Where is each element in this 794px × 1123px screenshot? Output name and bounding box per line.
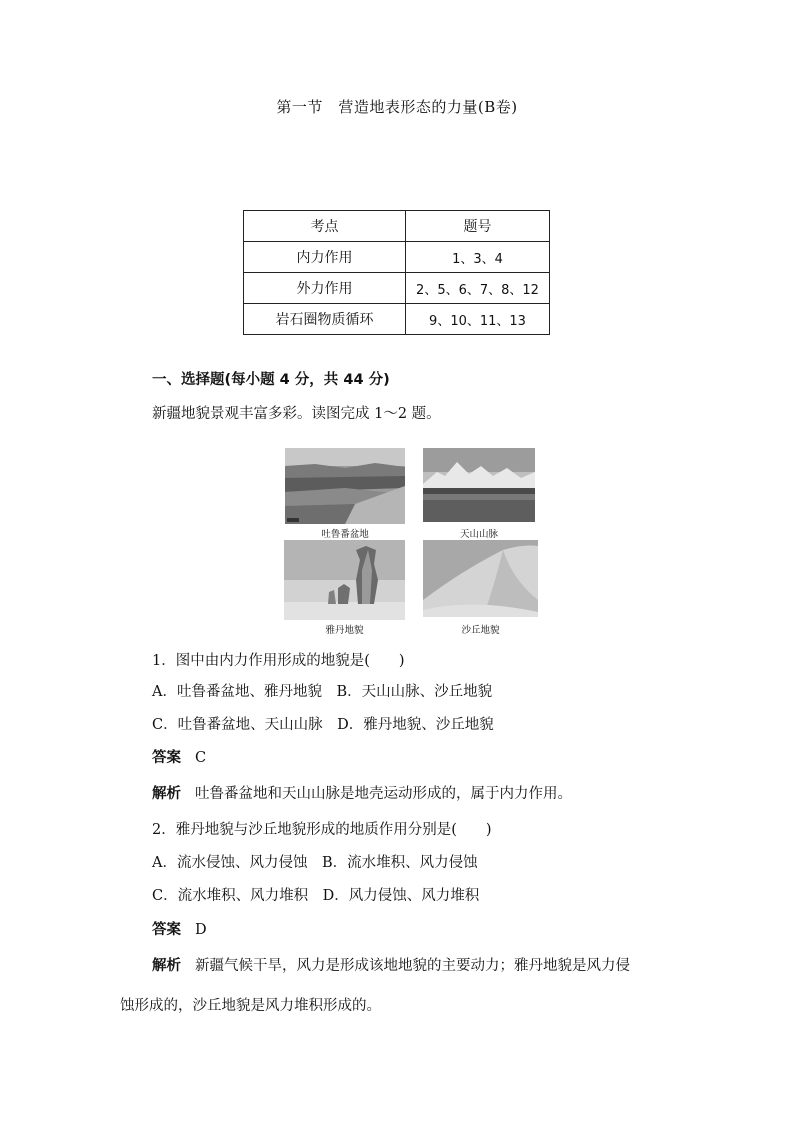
caption-tianshan: 天山山脉 bbox=[459, 529, 498, 540]
turpan-basin-photo bbox=[285, 448, 405, 524]
q2-options-cd: C．流水堆积、风力堆积 D．风力侵蚀、风力堆积 bbox=[152, 888, 480, 904]
intro-text: 新疆地貌景观丰富多彩。读图完成 1～2 题。 bbox=[152, 406, 441, 422]
table-cell-nums: 2、5、6、7、8、12 bbox=[406, 273, 550, 304]
yardang-landform-photo bbox=[284, 540, 405, 620]
topic-table bbox=[243, 210, 550, 335]
answer-label: 答案 bbox=[152, 750, 181, 766]
q2-stem: 2．雅丹地貌与沙丘地貌形成的地质作用分别是( ) bbox=[152, 822, 492, 838]
q1-answer bbox=[152, 746, 206, 767]
section-heading: 一、选择题(每小题 4 分，共 44 分) bbox=[152, 372, 390, 388]
q1-options-cd: C．吐鲁番盆地、天山山脉 D．雅丹地貌、沙丘地貌 bbox=[152, 717, 494, 733]
q2-options-ab: A．流水侵蚀、风力侵蚀 B．流水堆积、风力侵蚀 bbox=[152, 855, 478, 871]
answer-value: D bbox=[195, 922, 207, 938]
page-title: 第一节 营造地表形态的力量(B卷) bbox=[276, 98, 518, 116]
q2-analysis bbox=[152, 954, 630, 975]
table-cell-topic: 岩石圈物质循环 bbox=[244, 304, 406, 335]
q1-options-ab: A．吐鲁番盆地、雅丹地貌 B．天山山脉、沙丘地貌 bbox=[152, 684, 493, 700]
table-header-row bbox=[244, 211, 550, 242]
answer-value: C bbox=[195, 750, 207, 766]
table-row bbox=[244, 242, 550, 273]
landscape-figure bbox=[282, 444, 542, 638]
analysis-label: 解析 bbox=[152, 958, 181, 974]
table-cell-topic: 外力作用 bbox=[244, 273, 406, 304]
table-cell-topic: 内力作用 bbox=[244, 242, 406, 273]
q2-answer bbox=[152, 918, 207, 939]
q1-analysis bbox=[152, 782, 572, 803]
answer-label: 答案 bbox=[152, 922, 181, 938]
caption-turpan: 吐鲁番盆地 bbox=[321, 529, 369, 540]
caption-dune: 沙丘地貌 bbox=[461, 625, 500, 636]
table-header-topic: 考点 bbox=[244, 211, 406, 242]
table-cell-nums: 1、3、4 bbox=[406, 242, 550, 273]
q1-stem: 1．图中由内力作用形成的地貌是( ) bbox=[152, 653, 405, 669]
table-row bbox=[244, 273, 550, 304]
q2-analysis-line2: 蚀形成的，沙丘地貌是风力堆积形成的。 bbox=[120, 998, 381, 1014]
table-row bbox=[244, 304, 550, 335]
analysis-label: 解析 bbox=[152, 786, 181, 802]
analysis-text: 吐鲁番盆地和天山山脉是地壳运动形成的，属于内力作用。 bbox=[195, 786, 572, 802]
sand-dune-photo bbox=[423, 540, 538, 617]
caption-yardang: 雅丹地貌 bbox=[325, 625, 364, 636]
analysis-text-line1: 新疆气候干旱，风力是形成该地地貌的主要动力；雅丹地貌是风力侵 bbox=[195, 958, 630, 974]
table-header-nums: 题号 bbox=[406, 211, 550, 242]
table-cell-nums: 9、10、11、13 bbox=[406, 304, 550, 335]
tianshan-mountains-photo bbox=[423, 448, 535, 522]
